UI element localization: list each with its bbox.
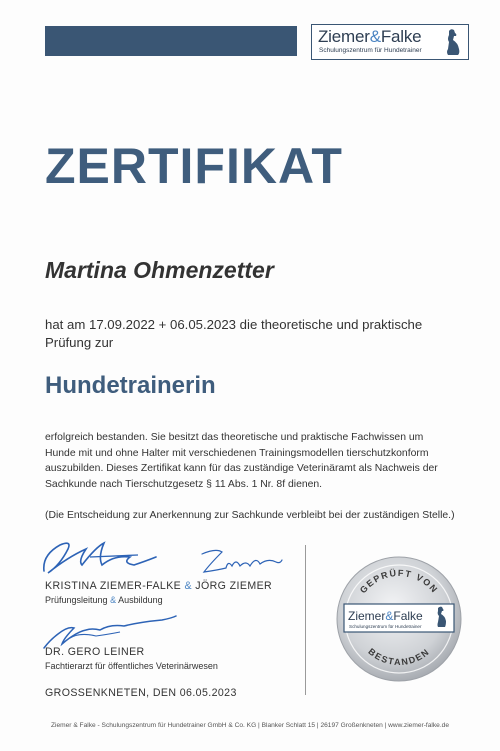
certificate-title: ZERTIFIKAT [45, 138, 343, 194]
approval-seal [334, 554, 464, 684]
logo-name: Ziemer&Falke [318, 27, 422, 46]
seal-top-text: GEPRÜFT VON [357, 567, 441, 596]
signer-name-leiner: DR. GERO LEINER [45, 646, 145, 658]
certificate-body: erfolgreich bestanden. Sie besitzt das theoretische und praktische Fachwissen um Hunde mit und ohne Halter mit verschiedenen Trainingsmodellen tierschutzkonform auszubilden. Dieses Zertifikat kann für das zuständige Veterinäramt als Nachweis der Sachkunde nach Tierschutzgesetz § 11 Abs. 1 Nr. 8f dienen. [45, 432, 438, 490]
vertical-divider [305, 545, 306, 695]
place-and-date: GROSSENKNETEN, DEN 06.05.2023 [45, 687, 237, 699]
qualification-title: Hundetrainerin [45, 372, 216, 399]
company-logo [311, 24, 469, 60]
seal-bottom-text: BESTANDEN [366, 646, 432, 668]
signature-kristina-ziemer-falke [38, 535, 168, 580]
footer-address: Ziemer & Falke - Schulungszentrum für Hundetrainer GmbH & Co. KG | Blanker Schlatt 15 | 26197 Großenkneten | www.ziemer-falke.de [50, 722, 449, 729]
signer-name-ziemer-falke: KRISTINA ZIEMER-FALKE & JÖRG ZIEMER [45, 580, 273, 592]
intro-text: hat am 17.09.2022 + 06.05.2023 die theoretische und praktische Prüfung zur [45, 317, 423, 350]
recognition-note: (Die Entscheidung zur Anerkennung zur Sachkunde verbleibt bei der zuständigen Stelle.) [45, 510, 455, 521]
seal-logo-subtitle: Schulungszentrum für Hundetrainer [349, 624, 422, 629]
seal-logo-name: Ziemer&Falke [348, 609, 423, 623]
recipient-name: Martina Ohmenzetter [45, 257, 274, 283]
signature-joerg-ziemer [196, 546, 286, 578]
header-bar [45, 26, 297, 56]
signer-role-ziemer-falke: Prüfungsleitung & Ausbildung [45, 595, 163, 605]
logo-subtitle: Schulungszentrum für Hundetrainer [319, 47, 422, 54]
signer-role-leiner: Fachtierarzt für öffentliches Veterinärwesen [45, 661, 218, 671]
dog-icon [440, 27, 464, 57]
